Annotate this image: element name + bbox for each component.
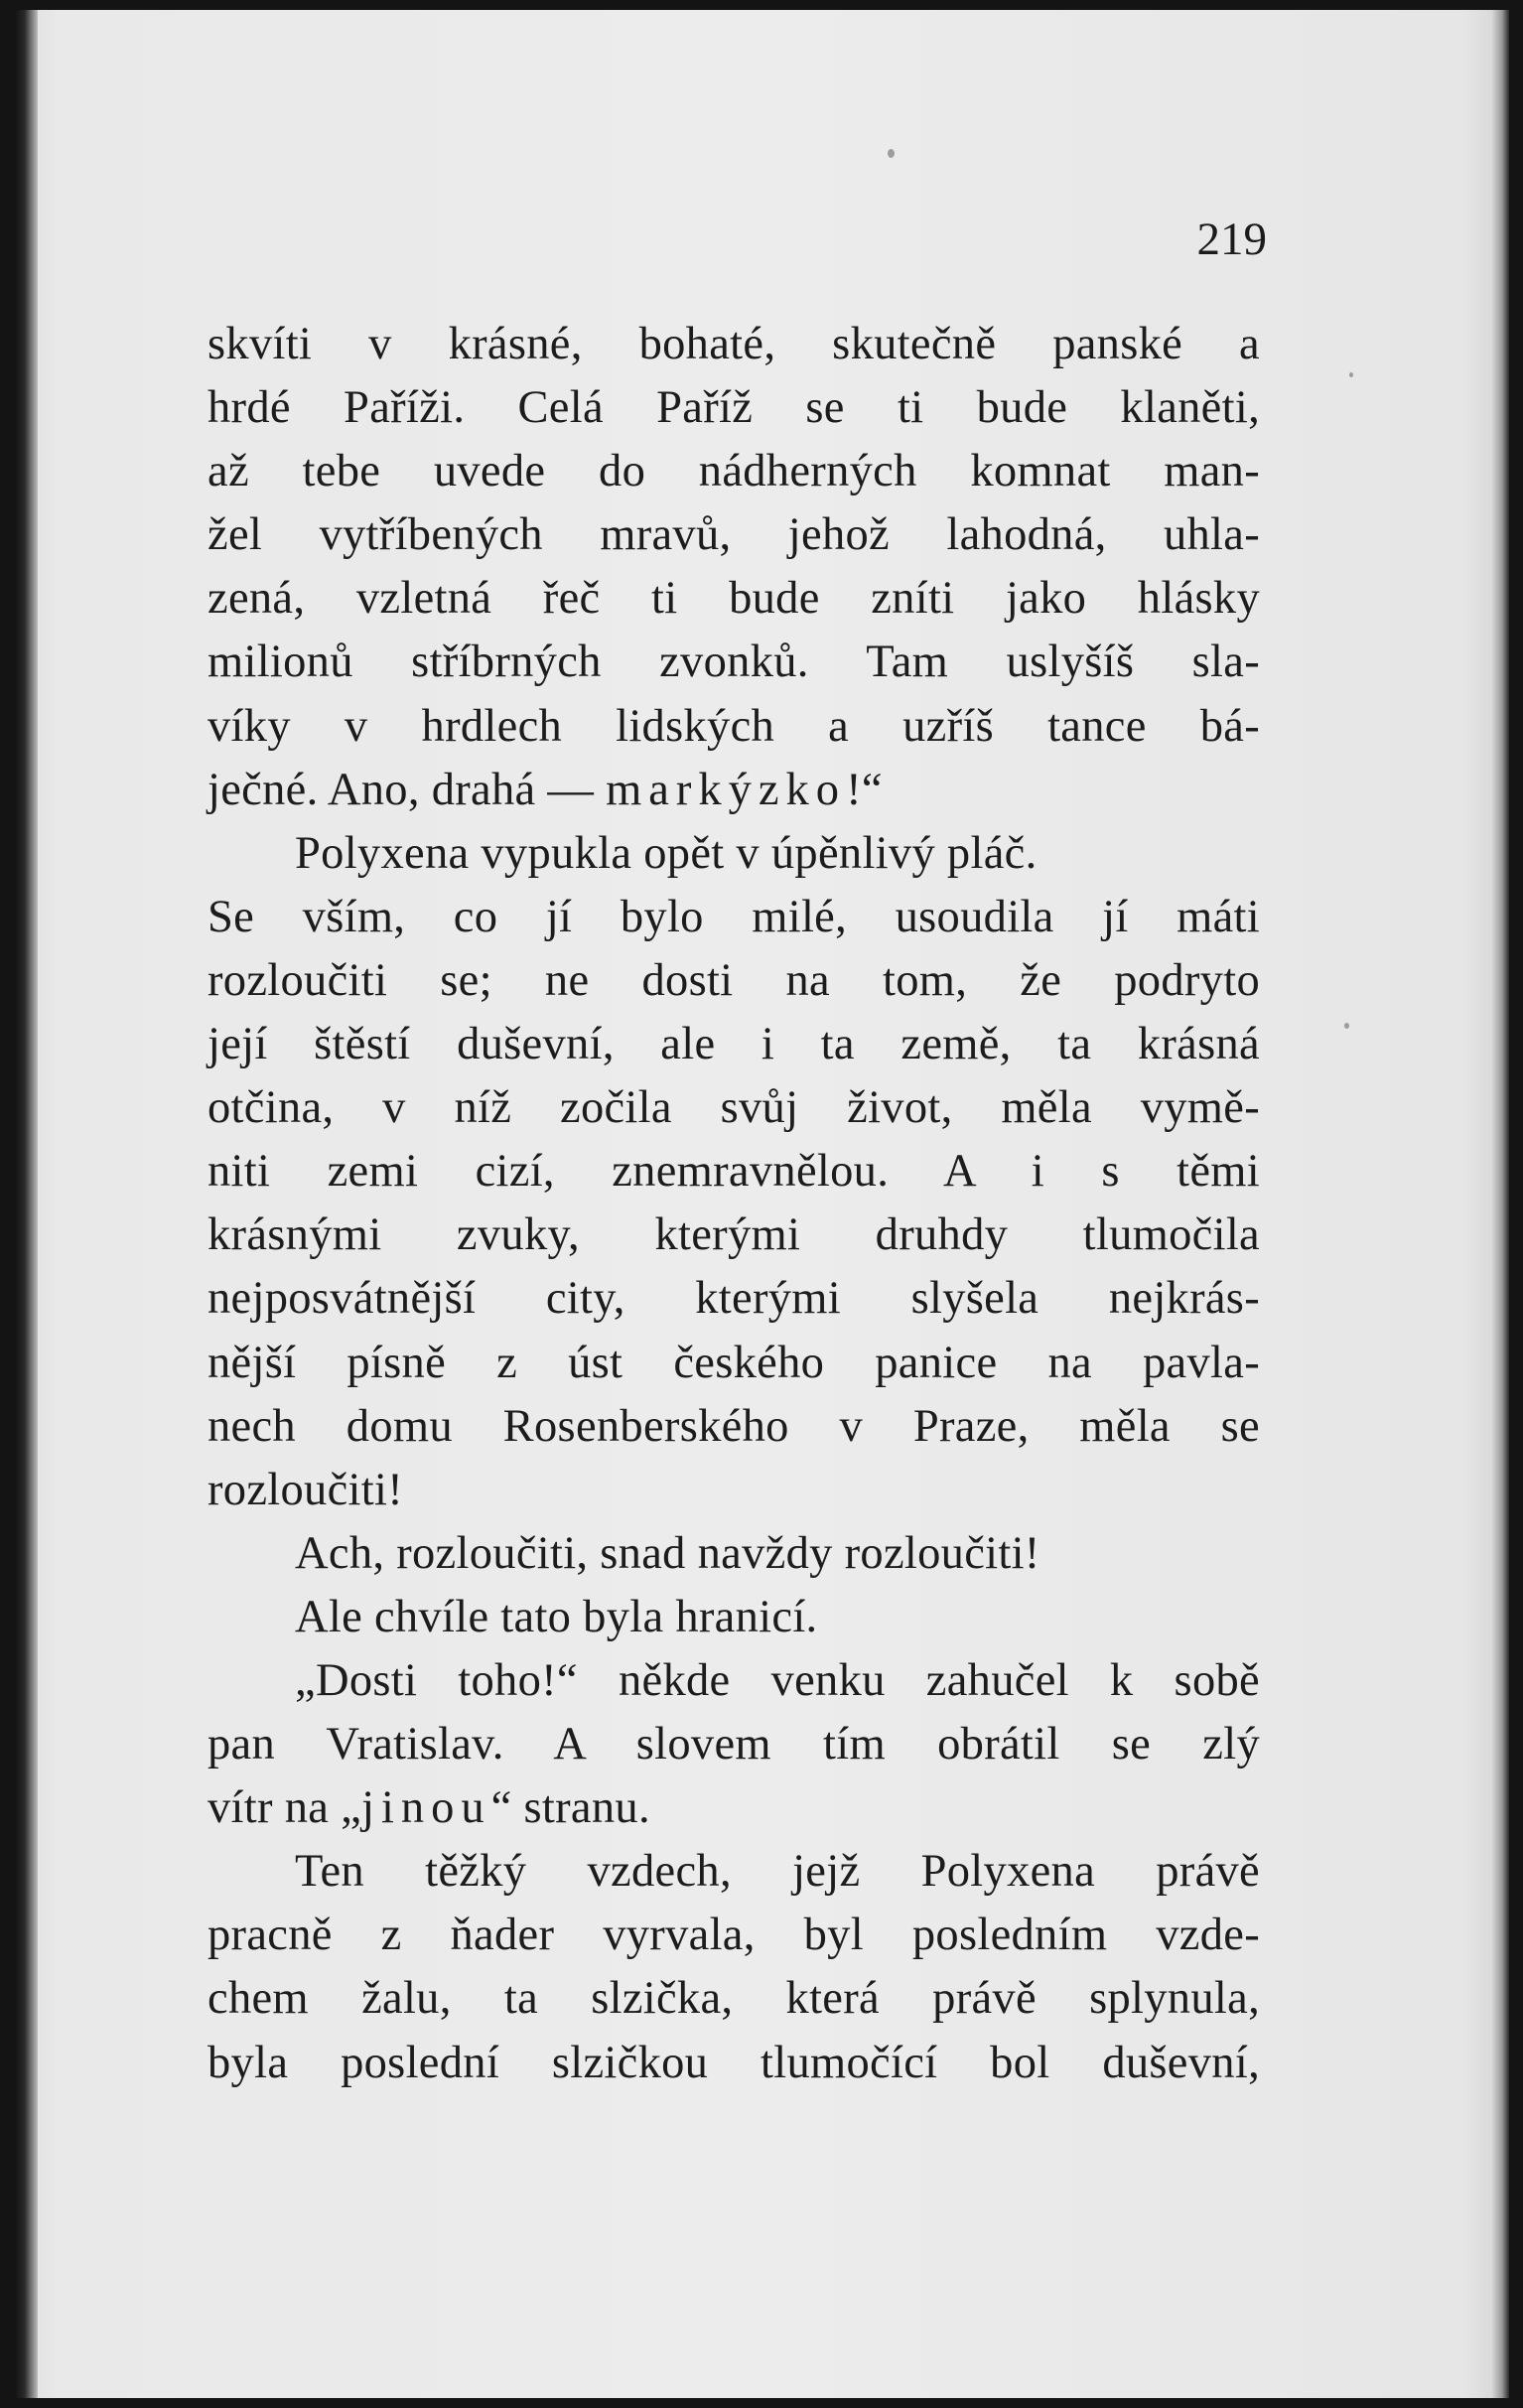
text-line: pan Vratislav. A slovem tím obrátil se zlý	[208, 1719, 1260, 1771]
text-line	[208, 759, 1260, 822]
text-line: žel vytříbených mravů, jehož lahodná, uhla-	[208, 509, 1260, 561]
text-line: Se vším, co jí bylo milé, usoudila jí máti	[208, 891, 1260, 942]
text-line: krásnými zvuky, kterými druhdy tlumočila	[208, 1209, 1260, 1261]
text-line: víky v hrdlech lidských a uzříš tance bá-	[208, 700, 1260, 752]
text-line: až tebe uvede do nádherných komnat man-	[208, 446, 1260, 497]
text-line: nejposvátnější city, kterými slyšela nejkrás-	[208, 1273, 1260, 1325]
text-line: rozloučiti se; ne dosti na tom, že podryto	[208, 954, 1260, 1006]
text-line: nější písně z úst českého panice na pavla-	[208, 1337, 1260, 1388]
paper-speck	[1349, 372, 1353, 377]
text-fragment: ječné. Ano, drahá —	[208, 764, 607, 815]
text-line: milionů stříbrných zvonků. Tam uslyšíš sla-	[208, 637, 1260, 688]
text-line: nech domu Rosenberského v Praze, měla se	[208, 1400, 1260, 1452]
text-line	[208, 1776, 1260, 1840]
emphasized-word: jinou	[361, 1782, 491, 1834]
emphasized-word: markýzko	[606, 764, 847, 815]
page-number: 219	[1196, 213, 1267, 265]
text-line: skvíti v krásné, bohaté, skutečně panské a	[208, 319, 1260, 369]
text-line: Polyxena vypukla opět v úpěnlivý pláč.	[295, 827, 1038, 879]
text-line: pracně z ňader vyrvala, byl posledním vzde-	[208, 1910, 1260, 1961]
scanned-book-page	[14, 10, 1509, 2398]
text-line: zená, vzletná řeč ti bude zníti jako hlásky	[208, 573, 1260, 625]
text-line: Ten těžký vzdech, jejž Polyxena právě	[295, 1846, 1260, 1898]
text-line: Ach, rozloučiti, snad navždy rozloučiti!	[295, 1527, 1040, 1579]
text-line: hrdé Paříži. Celá Paříž se ti bude klaněti,	[208, 382, 1260, 434]
text-line: otčina, v níž zočila svůj život, měla vymě-	[208, 1082, 1260, 1134]
text-line: niti zemi cizí, znemravnělou. A i s těmi	[208, 1146, 1260, 1198]
text-line: Ale chvíle tato byla hranicí.	[295, 1591, 818, 1642]
text-line: rozloučiti!	[208, 1464, 403, 1515]
body-text	[208, 313, 1260, 2095]
text-fragment: !“	[846, 764, 883, 815]
text-line: byla poslední slzičkou tlumočící bol duševní,	[208, 2037, 1260, 2088]
page-right-edge	[1491, 10, 1509, 2398]
paper-speck	[1344, 1023, 1349, 1029]
text-fragment: vítr na „	[208, 1782, 362, 1834]
text-line: chem žalu, ta slzička, která právě splynula,	[208, 1973, 1260, 2025]
text-line: její štěstí duševní, ale i ta země, ta krásná	[208, 1019, 1260, 1070]
paper-speck	[888, 149, 895, 158]
text-fragment: “ stranu.	[490, 1782, 650, 1834]
page-binding-shadow	[14, 10, 38, 2398]
text-line: „Dosti toho!“ někde venku zahučel k sobě	[295, 1654, 1260, 1706]
